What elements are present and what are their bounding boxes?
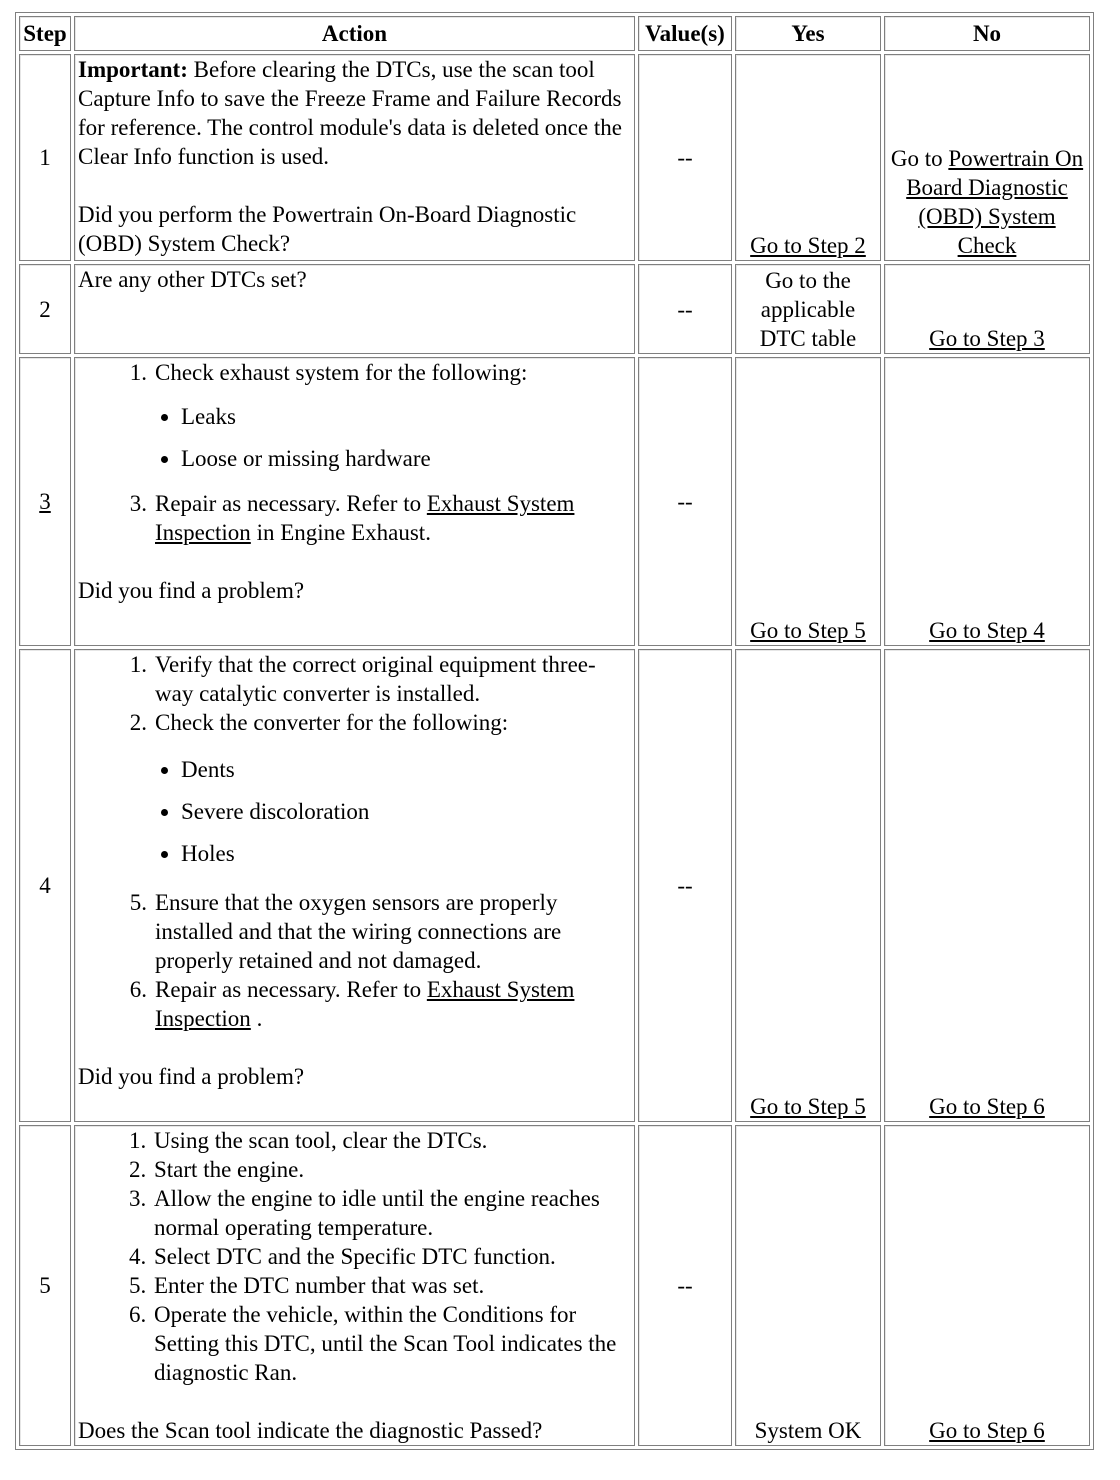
bullet-item: • Dents: [181, 755, 631, 784]
list-item-text: Verify that the correct original equipment three-way catalytic converter is installed.: [155, 652, 596, 706]
text-segment: in Engine Exhaust.: [256, 520, 431, 545]
header-action: Action: [74, 16, 635, 51]
list-item: [78, 975, 631, 1033]
no-cell: [884, 357, 1090, 646]
table-row: [19, 649, 1090, 1122]
list-item-text: Check the converter for the following:: [155, 710, 509, 735]
go-to-step-5-link[interactable]: Go to Step 5: [750, 1094, 866, 1119]
value-cell: --: [638, 264, 732, 354]
no-cell: [884, 54, 1090, 261]
value-cell: --: [638, 649, 732, 1122]
go-to-step-5-link[interactable]: Go to Step 5: [750, 618, 866, 643]
yes-cell: System OK: [735, 1125, 881, 1446]
action-cell: [74, 1125, 635, 1446]
step-question: Does the Scan tool indicate the diagnostic Passed?: [78, 1418, 543, 1443]
yes-cell: [735, 54, 881, 261]
step-question: Are any other DTCs set?: [74, 264, 635, 354]
diagnostic-table-container: [15, 12, 1093, 1450]
list-item: 2. Start the engine.: [152, 1155, 631, 1184]
no-cell: [884, 264, 1090, 354]
value-cell: --: [638, 1125, 732, 1446]
list-item-number: 2.: [129, 710, 147, 735]
go-to-step-4-link[interactable]: Go to Step 4: [929, 618, 1045, 643]
list-item: 6. Operate the vehicle, within the Conditions for Setting this DTC, until the Scan Tool indicates the diagnostic Ran.: [152, 1300, 631, 1387]
list-item-number: 1.: [129, 360, 147, 385]
value-cell: --: [638, 357, 732, 646]
yes-cell: Go to the applicable DTC table: [735, 264, 881, 354]
step-number: 5: [19, 1125, 71, 1446]
list-item: 3. Allow the engine to idle until the engine reaches normal operating temperature.: [152, 1184, 631, 1242]
text-segment: .: [256, 1006, 263, 1031]
bullet-item: • Loose or missing hardware: [181, 444, 631, 473]
list-item: [78, 888, 631, 975]
bullet-item: • Severe discoloration: [181, 797, 631, 826]
step-number-cell: [19, 357, 71, 646]
header-no: No: [884, 16, 1090, 51]
go-to-step-2-link[interactable]: Go to Step 2: [750, 233, 866, 258]
table-row: [19, 54, 1090, 261]
list-item-number: 6.: [129, 977, 147, 1002]
step-question: Did you find a problem?: [78, 1064, 305, 1089]
list-item-number: 1.: [129, 652, 147, 677]
go-to-step-3-link[interactable]: Go to Step 3: [929, 326, 1045, 351]
exhaust-system-inspection-link[interactable]: Exhaust System Inspection: [155, 491, 575, 545]
value-cell: --: [638, 54, 732, 261]
header-row: [19, 16, 1090, 51]
action-cell: [74, 649, 635, 1122]
list-item: 4. Select DTC and the Specific DTC function.: [152, 1242, 631, 1271]
bullet-item: • Leaks: [181, 402, 631, 431]
text-segment: Repair as necessary. Refer to: [155, 491, 422, 516]
no-cell: [884, 1125, 1090, 1446]
obd-system-check-link[interactable]: Powertrain On Board Diagnostic (OBD) System Check: [906, 146, 1084, 258]
header-yes: Yes: [735, 16, 881, 51]
go-to-step-6-link[interactable]: Go to Step 6: [929, 1094, 1045, 1119]
header-values: Value(s): [638, 16, 732, 51]
table-row: [19, 357, 1090, 646]
yes-cell: [735, 649, 881, 1122]
list-item-text: Check exhaust system for the following:: [155, 360, 528, 385]
important-text: Before clearing the DTCs, use the scan tool Capture Info to save the Freeze Frame and Failure Records for reference. The control module's data is deleted once the Clear Info function is used.: [78, 57, 622, 169]
action-cell: [74, 54, 635, 261]
list-item: [78, 708, 631, 737]
table-row: [19, 1125, 1090, 1446]
list-item-number: 5.: [129, 890, 147, 915]
step-number: 4: [19, 649, 71, 1122]
diagnostic-table: [15, 12, 1094, 1450]
step-3-anchor-link[interactable]: 3: [39, 489, 51, 514]
text-segment: Repair as necessary. Refer to: [155, 977, 422, 1002]
step-5-list: [78, 1126, 631, 1387]
header-step: Step: [19, 16, 71, 51]
list-item-number: 3.: [129, 491, 147, 516]
list-item-text: [155, 975, 631, 1033]
list-item: [78, 358, 631, 387]
no-cell: [884, 649, 1090, 1122]
bullet-item: • Holes: [181, 839, 631, 868]
list-item: 1. Using the scan tool, clear the DTCs.: [152, 1126, 631, 1155]
go-to-step-6-link[interactable]: Go to Step 6: [929, 1418, 1045, 1443]
step-number: 1: [19, 54, 71, 261]
no-prefix: Go to: [890, 146, 943, 171]
list-item: [78, 489, 631, 547]
list-item: 5. Enter the DTC number that was set.: [152, 1271, 631, 1300]
list-item-text: [155, 489, 631, 547]
list-item-text: Ensure that the oxygen sensors are properly installed and that the wiring connections are properly retained and not damaged.: [155, 890, 562, 973]
important-note: [78, 55, 631, 171]
list-item: [78, 650, 631, 708]
step-question: Did you find a problem?: [78, 578, 305, 603]
yes-cell: [735, 357, 881, 646]
important-label: Important:: [78, 57, 188, 82]
exhaust-system-inspection-link[interactable]: Exhaust System Inspection: [155, 977, 575, 1031]
action-cell: [74, 357, 635, 646]
table-row: [19, 264, 1090, 354]
step-question: Did you perform the Powertrain On-Board Diagnostic (OBD) System Check?: [78, 202, 577, 256]
step-number: 2: [19, 264, 71, 354]
